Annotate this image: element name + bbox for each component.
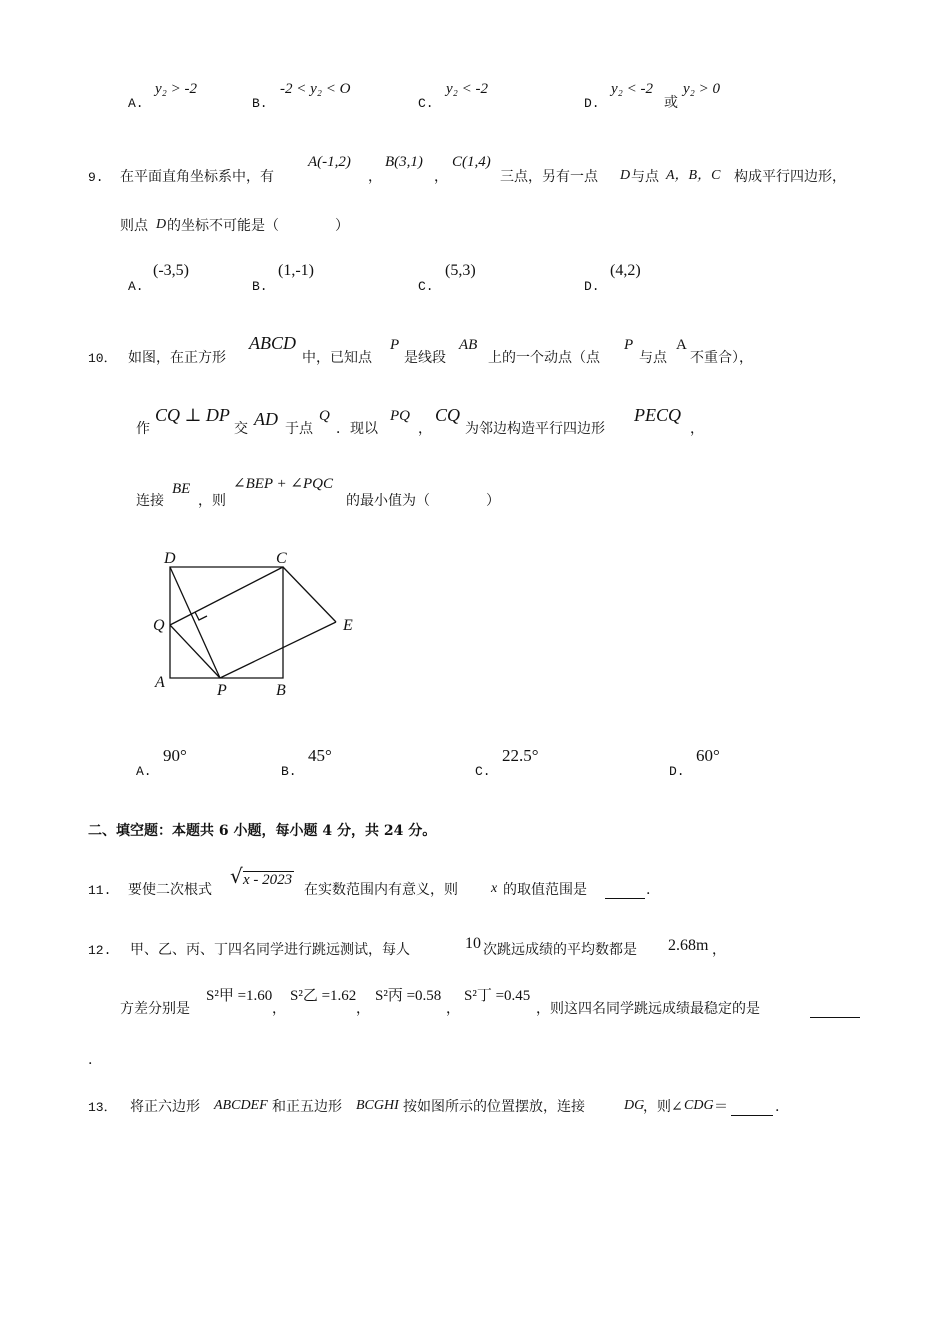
q10-text-1: 如图，在正方形 — [128, 350, 226, 366]
q10-ab: AB — [459, 337, 478, 353]
q9-d: D — [620, 168, 631, 183]
q10-text-8: 交 — [234, 421, 248, 437]
q10-figure — [145, 545, 375, 705]
section-2-title: 二、填空题：本题共 6 小题，每小题 4 分，共 24 分。 — [88, 823, 437, 839]
q12-text-2: 次跳远成绩的平均数都是 — [483, 942, 637, 958]
q12-variance-2: S²乙 =1.62 — [290, 988, 357, 1004]
segment-cq — [170, 567, 283, 625]
q10-abcd: ABCD — [249, 333, 296, 353]
label-q: Q — [153, 617, 165, 634]
label-e: E — [343, 617, 353, 634]
q9-text-4: 构成平行四边形， — [734, 169, 846, 185]
q10-text-2: 中，已知点 — [302, 350, 372, 366]
q12-comma-1: ， — [272, 1001, 286, 1017]
q10-ad: AD — [254, 409, 278, 429]
segment-ce — [283, 567, 336, 622]
q10-text-7: 作 — [136, 421, 150, 437]
q10-q: Q — [319, 408, 330, 424]
q12-comma-2: ， — [356, 1001, 370, 1017]
q13-text-1: 将正六边形 — [130, 1099, 200, 1115]
q10-cq-perp-dp: CQ ⊥ DP — [155, 405, 230, 425]
q13-text-4: ，则∠ — [643, 1099, 683, 1115]
q8-option-c-expr: y₂ < -2 — [446, 81, 488, 97]
q13-text-2: 和正五边形 — [272, 1099, 342, 1115]
q10-p-2: P — [624, 337, 634, 353]
q10-option-a-expr: 90° — [163, 746, 187, 765]
q11-x: x — [491, 881, 498, 896]
q9-text-1: 在平面直角坐标系中，有 — [120, 169, 274, 185]
q10-text-3: 是线段 — [404, 350, 446, 366]
q10-option-d-expr: 60° — [696, 746, 720, 765]
q9-text-2: 三点，另有一点 — [500, 169, 598, 185]
segment-pe — [220, 622, 336, 678]
q10-comma: ， — [418, 421, 432, 437]
q10-text-11: 为邻边构造平行四边形 — [465, 421, 605, 437]
q8-option-d-expr-a: y₂ < -2 — [611, 81, 653, 97]
q10-p: P — [390, 337, 400, 353]
q10-number: 10． — [88, 351, 117, 366]
square-abcd — [170, 567, 283, 678]
q12-number: 12. — [88, 943, 112, 958]
q10-text-15: 的最小值为（ ） — [346, 493, 500, 509]
q10-text-9: 于点 — [285, 421, 313, 437]
radical-sign: √ — [230, 864, 243, 888]
q12-variance-4: S²丁 =0.45 — [464, 988, 531, 1004]
q11-text-3: 的取值范围是 — [503, 882, 587, 898]
q12-period: . — [88, 1052, 93, 1068]
q9-text-5: 则点 — [120, 218, 148, 234]
q8-option-d-expr-b: y₂ > 0 — [683, 81, 720, 97]
label-c: C — [276, 550, 287, 567]
q8-option-a-letter: A. — [128, 96, 144, 111]
q9-option-d-expr: (4,2) — [610, 262, 641, 279]
q12-answer-blank[interactable] — [810, 1002, 860, 1018]
q12-text-1: 甲、乙、丙、丁四名同学进行跳远测试，每人 — [130, 942, 410, 958]
q10-text-4: 上的一个动点（点 — [488, 350, 600, 366]
q10-text-12: ， — [690, 421, 704, 437]
q11-text-1: 要使二次根式 — [128, 882, 212, 898]
q9-option-a-letter: A. — [128, 279, 144, 294]
q9-point-c: C(1,4) — [452, 154, 491, 170]
q12-text-3: ， — [712, 942, 726, 958]
label-b: B — [276, 682, 286, 699]
q9-abc: A，B，C — [666, 168, 721, 183]
q13-equals: ＝ — [714, 1099, 728, 1115]
q9-d-2: D — [156, 217, 167, 232]
q9-option-c-letter: C. — [418, 279, 434, 294]
q9-text-6: 的坐标不可能是（ ） — [167, 218, 349, 234]
q13-text-3: 按如图所示的位置摆放，连接 — [403, 1099, 585, 1115]
q9-option-b-expr: (1,-1) — [278, 262, 314, 279]
q10-text-10: ．现以 — [336, 421, 378, 437]
q13-hexagon: ABCDEF — [214, 1098, 268, 1113]
q13-answer-blank[interactable] — [731, 1100, 773, 1116]
q10-text-6: 不重合）， — [690, 350, 753, 366]
q10-option-b-expr: 45° — [308, 746, 332, 765]
q10-option-c-letter: C. — [475, 764, 491, 779]
q10-text-14: ，则 — [198, 493, 226, 509]
q9-option-a-expr: (-3,5) — [153, 262, 189, 279]
q9-comma-1: ， — [368, 169, 382, 185]
q13-number: 13． — [88, 1100, 117, 1115]
q12-text-5: ，则这四名同学跳远成绩最稳定的是 — [536, 1001, 760, 1017]
q8-option-c-letter: C. — [418, 96, 434, 111]
label-p: P — [217, 682, 227, 699]
label-d: D — [164, 550, 176, 567]
q11-answer-blank[interactable] — [605, 883, 645, 899]
q10-option-d-letter: D. — [669, 764, 685, 779]
q10-a: A — [676, 337, 687, 353]
q13-dg: DG — [624, 1098, 645, 1113]
q10-pecq: PECQ — [634, 405, 681, 425]
segment-dp — [170, 567, 220, 678]
q8-option-d-letter: D. — [584, 96, 600, 111]
q12-variance-1: S²甲 =1.60 — [206, 988, 273, 1004]
q12-text-4: 方差分别是 — [120, 1001, 190, 1017]
q10-option-c-expr: 22.5° — [502, 746, 539, 765]
q11-number: 11. — [88, 883, 112, 898]
q11-radicand: x - 2023 — [243, 872, 293, 888]
right-angle-mark — [195, 612, 207, 620]
q10-text-13: 连接 — [136, 493, 164, 509]
q13-pentagon: BCGHI — [356, 1098, 399, 1113]
q12-ten: 10 — [465, 935, 481, 952]
q10-option-b-letter: B. — [281, 764, 297, 779]
q8-option-b-expr: -2 < y₂ < O — [280, 81, 351, 97]
q10-pq: PQ — [390, 408, 410, 424]
q9-number: 9. — [88, 170, 104, 185]
q10-text-5: 与点 — [639, 350, 667, 366]
q10-cq: CQ — [435, 405, 461, 425]
q10-option-a-letter: A. — [136, 764, 152, 779]
q12-average: 2.68m — [668, 937, 709, 954]
q10-be: BE — [172, 481, 191, 497]
q13-end: . — [775, 1099, 780, 1115]
q9-point-b: B(3,1) — [385, 154, 423, 170]
segment-qp — [170, 625, 220, 678]
q11-text-2: 在实数范围内有意义，则 — [304, 882, 458, 898]
q9-option-d-letter: D. — [584, 279, 600, 294]
q11-end: . — [646, 882, 651, 898]
q10-angles: ∠BEP + ∠PQC — [233, 476, 333, 492]
q9-text-3: 与点 — [631, 169, 659, 185]
label-a: A — [155, 674, 165, 691]
q9-comma-2: ， — [434, 169, 448, 185]
q9-option-b-letter: B. — [252, 279, 268, 294]
q9-option-c-expr: (5,3) — [445, 262, 476, 279]
q13-cdg: CDG — [684, 1098, 714, 1113]
q8-option-d-or: 或 — [664, 95, 678, 111]
q8-option-b-letter: B. — [252, 96, 268, 111]
q12-variance-3: S²丙 =0.58 — [375, 988, 442, 1004]
q8-option-a-expr: y₂ > -2 — [155, 81, 197, 97]
q12-comma-3: ， — [446, 1001, 460, 1017]
q9-point-a: A(-1,2) — [308, 154, 351, 170]
